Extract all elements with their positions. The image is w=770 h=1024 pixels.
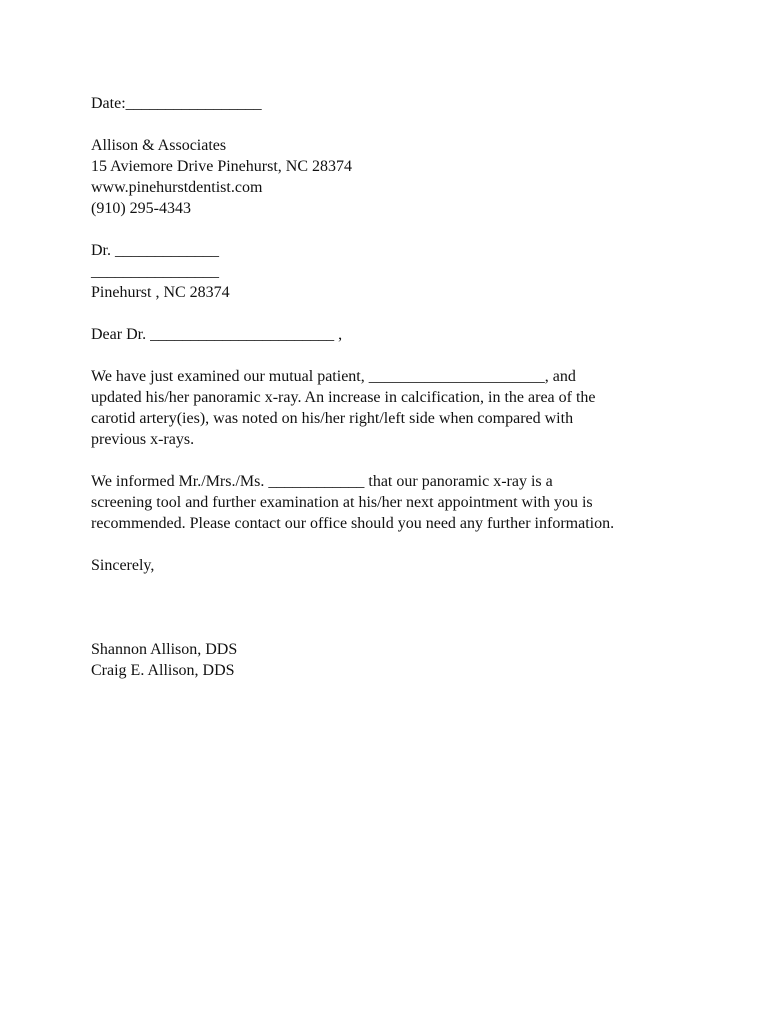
sender-phone: (910) 295-4343 xyxy=(91,200,191,217)
paragraph-line: recommended. Please contact our office should you need any further information. xyxy=(91,515,615,532)
spacer xyxy=(91,345,691,366)
recipient-blank: ________________ xyxy=(91,263,219,280)
spacer xyxy=(91,303,691,324)
salutation: Dear Dr. _______________________ , xyxy=(91,326,343,343)
recipient-city: Pinehurst , NC 28374 xyxy=(91,284,230,301)
sender-name: Allison & Associates xyxy=(91,137,227,154)
recipient-doctor: Dr. _____________ xyxy=(91,242,219,259)
paragraph-2 xyxy=(91,471,691,534)
sender-website: www.pinehurstdentist.com xyxy=(91,179,263,196)
spacer xyxy=(91,114,691,135)
spacer xyxy=(91,534,691,555)
date-line: Date:_________________ xyxy=(91,95,262,112)
paragraph-line: updated his/her panoramic x-ray. An increase in calcification, in the area of the xyxy=(91,389,596,406)
sender-address: 15 Aviemore Drive Pinehurst, NC 28374 xyxy=(91,158,353,175)
closing: Sincerely, xyxy=(91,557,155,574)
paragraph-line: We have just examined our mutual patient, ______________________, and xyxy=(91,368,576,385)
signatory-name: Shannon Allison, DDS xyxy=(91,641,238,658)
letter-body xyxy=(91,93,691,681)
recipient-block xyxy=(91,240,691,303)
sender-block xyxy=(91,135,691,219)
spacer xyxy=(91,219,691,240)
paragraph-1 xyxy=(91,366,691,450)
signature-space xyxy=(91,576,691,639)
paragraph-line: We informed Mr./Mrs./Ms. ____________ that our panoramic x-ray is a xyxy=(91,473,553,490)
paragraph-line: screening tool and further examination at his/her next appointment with you is xyxy=(91,494,593,511)
signatory-name: Craig E. Allison, DDS xyxy=(91,662,235,679)
spacer xyxy=(91,450,691,471)
paragraph-line: previous x-rays. xyxy=(91,431,195,448)
signatories-block xyxy=(91,639,691,681)
paragraph-line: carotid artery(ies), was noted on his/her right/left side when compared with xyxy=(91,410,574,427)
